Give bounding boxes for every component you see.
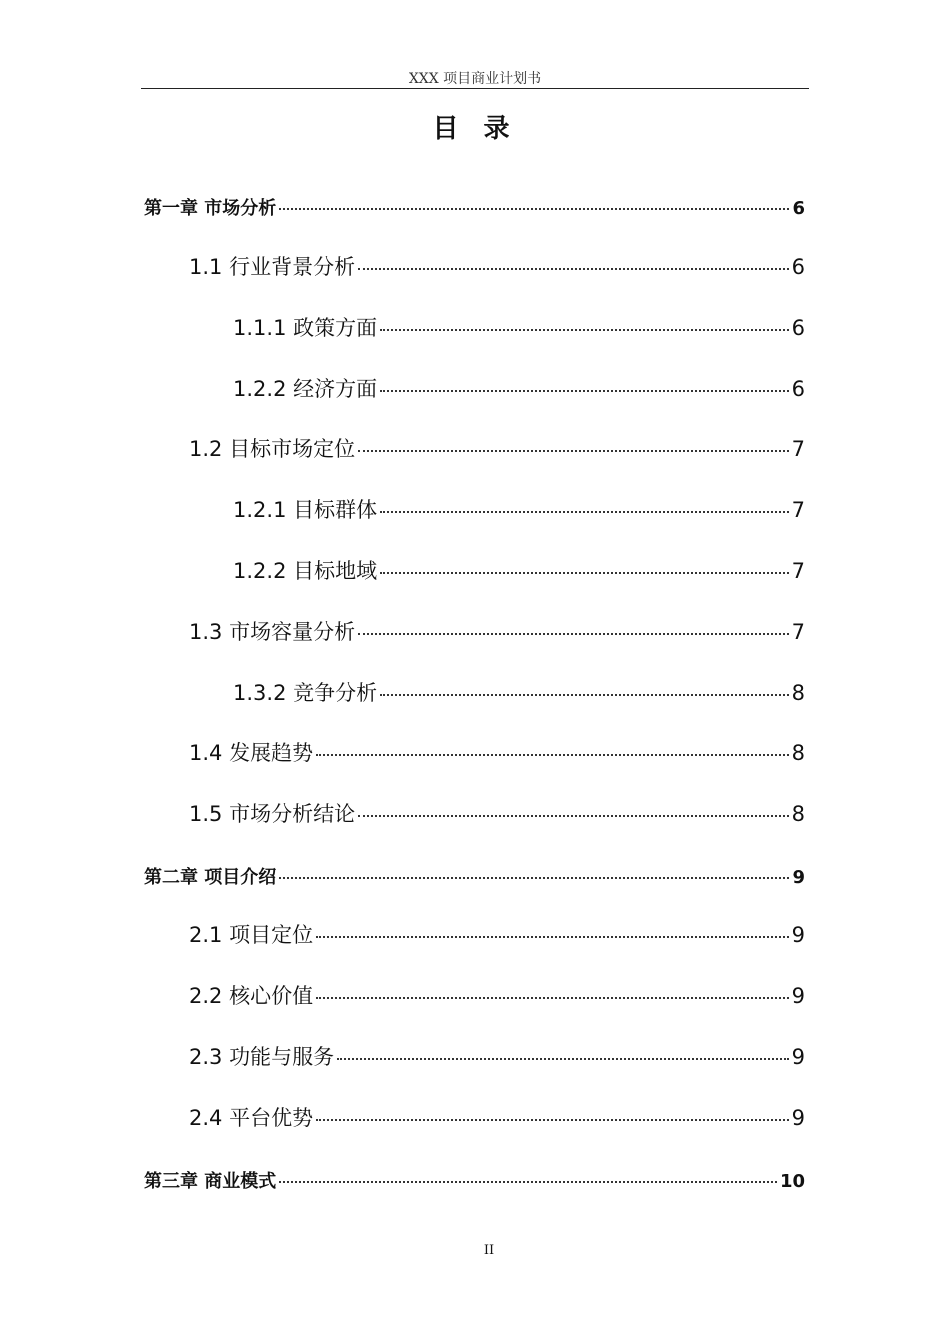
toc-entry-1-1[interactable] <box>189 251 805 281</box>
toc-entry-1-3[interactable] <box>189 616 805 646</box>
toc-entry-label: 2.2 核心价值 <box>189 984 314 1008</box>
toc-entry-page: 7 <box>791 437 805 461</box>
toc-entry-page: 9 <box>791 923 805 947</box>
toc-entry-1-2-2-economy[interactable] <box>233 373 805 403</box>
toc-entry-1-2[interactable] <box>189 433 805 463</box>
dot-leader <box>358 815 789 817</box>
dot-leader <box>380 572 789 574</box>
toc-entry-label: 2.1 项目定位 <box>189 923 314 947</box>
dot-leader <box>316 936 789 938</box>
toc-entry-label: 第二章 项目介绍 <box>144 867 277 888</box>
toc-entry-label: 2.3 功能与服务 <box>189 1045 335 1069</box>
toc-entry-1-2-2-region[interactable] <box>233 555 805 585</box>
dot-leader <box>316 754 789 756</box>
toc-entry-1-1-1[interactable] <box>233 312 805 342</box>
dot-leader <box>279 877 789 879</box>
toc-entry-label: 1.3 市场容量分析 <box>189 620 356 644</box>
toc-entry-page: 6 <box>792 198 805 219</box>
toc-entry-label: 1.2.1 目标群体 <box>233 498 378 522</box>
toc-entry-page: 8 <box>791 741 805 765</box>
toc-entry-page: 6 <box>791 316 805 340</box>
toc-entry-label: 1.4 发展趋势 <box>189 741 314 765</box>
dot-leader <box>380 694 789 696</box>
dot-leader <box>380 329 789 331</box>
running-header: XXX 项目商业计划书 <box>408 71 542 87</box>
toc-entry-page: 7 <box>791 498 805 522</box>
toc-entry-label: 1.2 目标市场定位 <box>189 437 356 461</box>
toc-entry-page: 7 <box>791 620 805 644</box>
page-number: II <box>483 1243 495 1258</box>
toc-entry-1-2-1[interactable] <box>233 494 805 524</box>
dot-leader <box>358 450 789 452</box>
header-rule <box>141 88 809 89</box>
toc-entry-page: 9 <box>791 1106 805 1130</box>
toc-entry-2-1[interactable] <box>189 919 805 949</box>
toc-entry-chapter-3[interactable] <box>144 1167 805 1193</box>
toc-entry-2-2[interactable] <box>189 980 805 1010</box>
toc-entry-label: 2.4 平台优势 <box>189 1106 314 1130</box>
toc-entry-page: 6 <box>791 377 805 401</box>
toc-entry-label: 第三章 商业模式 <box>144 1171 277 1192</box>
toc-entry-page: 8 <box>791 681 805 705</box>
toc-entry-1-5[interactable] <box>189 798 805 828</box>
toc-entry-chapter-1[interactable] <box>144 194 805 220</box>
toc-entry-label: 1.5 市场分析结论 <box>189 802 356 826</box>
dot-leader <box>358 633 789 635</box>
dot-leader <box>380 511 789 513</box>
toc-entry-label: 1.2.2 目标地域 <box>233 559 378 583</box>
toc-entry-page: 6 <box>791 255 805 279</box>
toc-entry-page: 9 <box>791 1045 805 1069</box>
toc-entry-page: 7 <box>791 559 805 583</box>
toc-entry-2-4[interactable] <box>189 1102 805 1132</box>
toc-entry-1-3-2[interactable] <box>233 677 805 707</box>
dot-leader <box>380 390 789 392</box>
toc-entry-1-4[interactable] <box>189 737 805 767</box>
toc-entry-label: 1.1 行业背景分析 <box>189 255 356 279</box>
dot-leader <box>316 1119 789 1121</box>
toc-entry-label: 1.1.1 政策方面 <box>233 316 378 340</box>
toc-entry-chapter-2[interactable] <box>144 863 805 889</box>
dot-leader <box>316 997 789 999</box>
toc-entry-page: 10 <box>779 1171 805 1192</box>
toc-entry-page: 9 <box>791 984 805 1008</box>
toc-entry-2-3[interactable] <box>189 1041 805 1071</box>
toc-title: 目 录 <box>432 114 518 144</box>
dot-leader <box>279 1181 777 1183</box>
toc-entry-page: 9 <box>792 867 805 888</box>
dot-leader <box>279 208 789 210</box>
dot-leader <box>358 268 789 270</box>
toc-entry-page: 8 <box>791 802 805 826</box>
toc-entry-label: 第一章 市场分析 <box>144 198 277 219</box>
toc-entry-label: 1.2.2 经济方面 <box>233 377 378 401</box>
toc-entry-label: 1.3.2 竞争分析 <box>233 681 378 705</box>
dot-leader <box>337 1058 789 1060</box>
